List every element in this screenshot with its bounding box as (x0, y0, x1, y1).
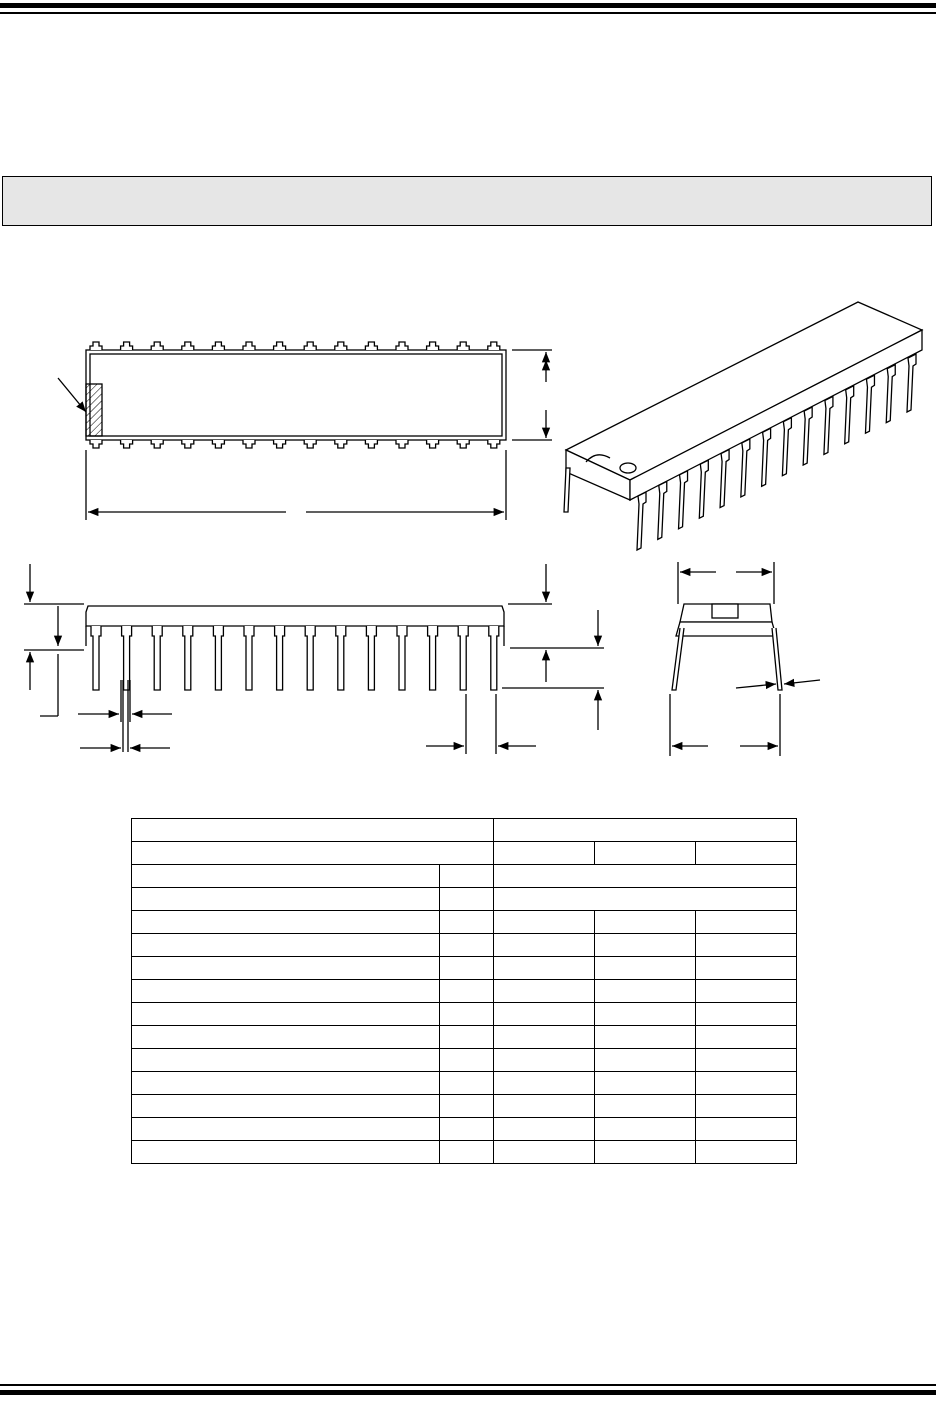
iso-pin (658, 481, 667, 539)
table-row (132, 934, 797, 957)
note-box (2, 176, 932, 226)
table-row (132, 1072, 797, 1095)
top-view (58, 342, 552, 520)
table-row (132, 842, 797, 865)
side-pin (305, 626, 315, 690)
table-cell (494, 888, 797, 911)
top-pin (182, 440, 194, 448)
table-cell (440, 1026, 494, 1049)
top-pin (151, 440, 163, 448)
table-cell (696, 1118, 797, 1141)
side-pin (275, 626, 285, 690)
table-cell (440, 957, 494, 980)
table-row (132, 865, 797, 888)
top-pin (182, 342, 194, 350)
table-cell (696, 1026, 797, 1049)
table-cell (440, 1095, 494, 1118)
side-pin (336, 626, 346, 690)
table-cell (696, 1095, 797, 1118)
side-pin (428, 626, 438, 690)
top-pin (212, 342, 224, 350)
top-pin (121, 342, 133, 350)
top-pin (365, 342, 377, 350)
side-pin (489, 626, 499, 690)
table-cell (494, 934, 595, 957)
table-cell (696, 957, 797, 980)
table-cell (494, 957, 595, 980)
top-pin (396, 342, 408, 350)
table-cell (494, 1003, 595, 1026)
table-cell (132, 865, 440, 888)
table-row (132, 819, 797, 842)
table-cell (696, 911, 797, 934)
table-cell (494, 1118, 595, 1141)
top-pin (121, 440, 133, 448)
table-cell (595, 1141, 696, 1164)
table-cell (595, 980, 696, 1003)
top-pin (457, 440, 469, 448)
table-cell (595, 934, 696, 957)
top-pin (243, 342, 255, 350)
iso-pin (637, 492, 646, 550)
iso-pin (679, 471, 688, 529)
iso-pin (720, 450, 729, 508)
table-cell (696, 1049, 797, 1072)
side-pin (152, 626, 162, 690)
table-cell (595, 842, 696, 865)
table-cell (595, 1095, 696, 1118)
table-cell (440, 1118, 494, 1141)
table-cell (440, 1003, 494, 1026)
side-pin (213, 626, 223, 690)
iso-pin (564, 468, 570, 512)
iso-pin (886, 365, 895, 423)
top-pin (90, 440, 102, 448)
table-cell (132, 934, 440, 957)
table-row (132, 1141, 797, 1164)
table-row (132, 1118, 797, 1141)
table-cell (494, 1026, 595, 1049)
top-pin (427, 342, 439, 350)
iso-pin (741, 439, 750, 497)
table-cell (494, 980, 595, 1003)
side-pin (183, 626, 193, 690)
top-pin (304, 342, 316, 350)
table-cell (595, 1118, 696, 1141)
package-drawing (0, 290, 936, 770)
isometric-view (564, 302, 922, 550)
side-view (24, 564, 604, 754)
side-pin (244, 626, 254, 690)
table-cell (132, 1141, 440, 1164)
table-cell (696, 1072, 797, 1095)
table-cell (132, 911, 440, 934)
table-cell (494, 819, 797, 842)
table-row (132, 1003, 797, 1026)
iso-pin (803, 407, 812, 465)
table-cell (494, 842, 595, 865)
table-row (132, 888, 797, 911)
iso-pin (762, 428, 771, 486)
table-row (132, 957, 797, 980)
table-cell (440, 888, 494, 911)
table-cell (696, 842, 797, 865)
table-cell (440, 865, 494, 888)
table-cell (132, 888, 440, 911)
dimension-table (131, 818, 797, 1164)
table-cell (494, 1049, 595, 1072)
iso-pin (845, 386, 854, 444)
table-cell (696, 980, 797, 1003)
top-pin (274, 440, 286, 448)
top-pin (212, 440, 224, 448)
top-pin (151, 342, 163, 350)
table-cell (595, 1049, 696, 1072)
table-cell (132, 1026, 440, 1049)
iso-pin (699, 460, 708, 518)
table-cell (595, 1026, 696, 1049)
table-cell (440, 1049, 494, 1072)
table-cell (132, 957, 440, 980)
table-row (132, 911, 797, 934)
table-cell (595, 911, 696, 934)
top-pin (90, 342, 102, 350)
header-rule (0, 0, 936, 20)
side-pin (366, 626, 376, 690)
table-cell (595, 957, 696, 980)
table-row (132, 1026, 797, 1049)
table-cell (494, 911, 595, 934)
table-cell (494, 1141, 595, 1164)
table-row (132, 1095, 797, 1118)
top-pin (427, 440, 439, 448)
footer-rule (0, 1382, 936, 1402)
table-cell (440, 934, 494, 957)
top-pin (335, 342, 347, 350)
iso-pin (865, 375, 874, 433)
table-cell (440, 1141, 494, 1164)
table-cell (494, 865, 797, 888)
table-cell (696, 1003, 797, 1026)
table-cell (132, 842, 494, 865)
table-row (132, 1049, 797, 1072)
iso-pin (782, 418, 791, 476)
table-cell (440, 911, 494, 934)
end-view (670, 562, 820, 756)
side-pin (397, 626, 407, 690)
table-cell (494, 1095, 595, 1118)
iso-pin (824, 396, 833, 454)
table-cell (440, 980, 494, 1003)
table-cell (132, 980, 440, 1003)
table-cell (440, 1072, 494, 1095)
table-row (132, 980, 797, 1003)
table-cell (595, 1003, 696, 1026)
top-pin (243, 440, 255, 448)
top-pin (335, 440, 347, 448)
table-cell (132, 1118, 440, 1141)
top-pin (488, 342, 500, 350)
table-cell (132, 1003, 440, 1026)
top-pin (396, 440, 408, 448)
top-pin (488, 440, 500, 448)
table-cell (696, 1141, 797, 1164)
table-cell (595, 1072, 696, 1095)
top-pin (457, 342, 469, 350)
table-cell (696, 934, 797, 957)
iso-pin (907, 354, 916, 412)
side-pin (91, 626, 101, 690)
side-pin (458, 626, 468, 690)
table-cell (494, 1072, 595, 1095)
table-cell (132, 819, 494, 842)
top-pin (365, 440, 377, 448)
table-cell (132, 1049, 440, 1072)
top-pin (274, 342, 286, 350)
top-pin (304, 440, 316, 448)
table-cell (132, 1095, 440, 1118)
table-cell (132, 1072, 440, 1095)
